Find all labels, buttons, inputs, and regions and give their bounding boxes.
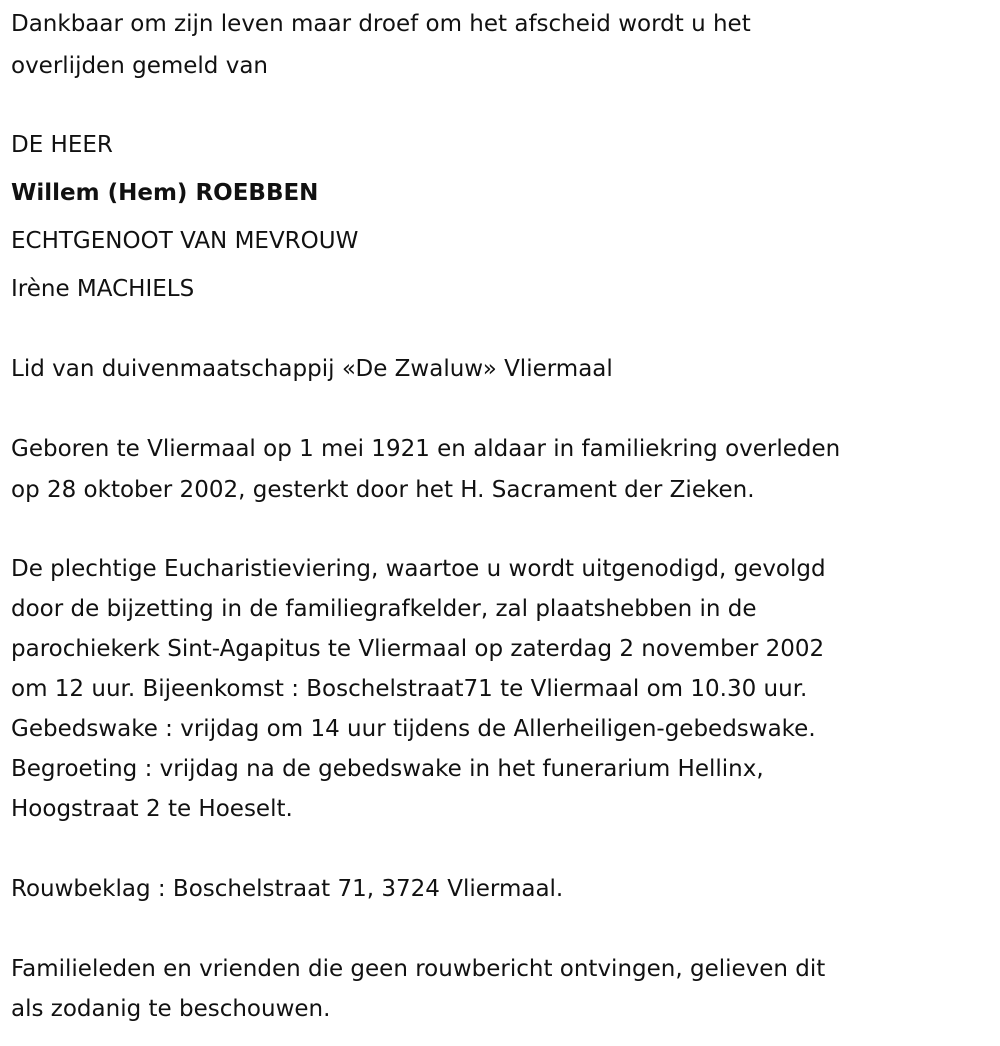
spouse-label: ECHTGENOOT VAN MEVROUW: [11, 228, 359, 254]
closing-line-1: Familieleden en vrienden die geen rouwbericht ontvingen, gelieven dit: [11, 956, 826, 982]
honorific-title: DE HEER: [11, 132, 113, 158]
spouse-name: Irène MACHIELS: [11, 276, 195, 302]
intro-line-1: Dankbaar om zijn leven maar droef om het afscheid wordt u het: [11, 11, 751, 37]
ceremony-line-7: Hoogstraat 2 te Hoeselt.: [11, 796, 293, 822]
deceased-name: Willem (Hem) ROEBBEN: [11, 180, 319, 206]
condolence-address: Rouwbeklag : Boschelstraat 71, 3724 Vliermaal.: [11, 876, 564, 902]
closing-line-2: als zodanig te beschouwen.: [11, 996, 331, 1022]
ceremony-line-3: parochiekerk Sint-Agapitus te Vliermaal op zaterdag 2 november 2002: [11, 636, 825, 662]
membership-text: Lid van duivenmaatschappij «De Zwaluw» Vliermaal: [11, 356, 613, 382]
birth-death-line-2: op 28 oktober 2002, gesterkt door het H. Sacrament der Zieken.: [11, 477, 755, 503]
ceremony-line-2: door de bijzetting in de familiegrafkelder, zal plaatshebben in de: [11, 596, 757, 622]
ceremony-line-6: Begroeting : vrijdag na de gebedswake in het funerarium Hellinx,: [11, 756, 764, 782]
ceremony-line-5: Gebedswake : vrijdag om 14 uur tijdens de Allerheiligen-gebedswake.: [11, 716, 816, 742]
ceremony-line-4: om 12 uur. Bijeenkomst : Boschelstraat71 te Vliermaal om 10.30 uur.: [11, 676, 808, 702]
birth-death-line-1: Geboren te Vliermaal op 1 mei 1921 en aldaar in familiekring overleden: [11, 436, 841, 462]
ceremony-line-1: De plechtige Eucharistieviering, waartoe u wordt uitgenodigd, gevolgd: [11, 556, 826, 582]
intro-line-2: overlijden gemeld van: [11, 53, 268, 79]
